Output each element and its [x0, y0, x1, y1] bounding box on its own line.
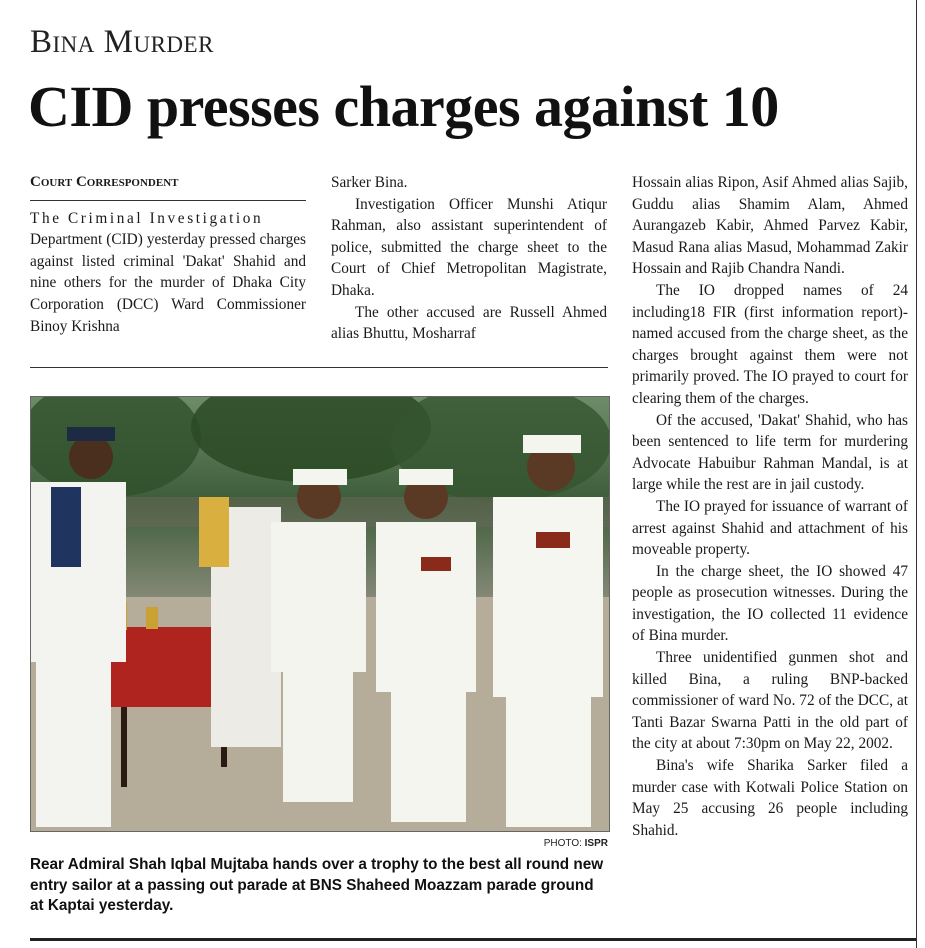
page-edge-rule	[916, 0, 917, 948]
kicker: Bina Murder	[30, 24, 214, 60]
paragraph: The IO prayed for issuance of warrant of arrest against Shahid and attachment of his moveable property.	[632, 497, 908, 559]
column-1	[30, 172, 306, 337]
photo-credit-source: ISPR	[584, 838, 608, 849]
news-photo	[30, 396, 610, 832]
paragraph: Of the accused, 'Dakat' Shahid, who has been sentenced to life term for murdering Advocate Habuibur Rahman Mandal, is at large while the rest are in jail custody.	[632, 411, 908, 494]
column-3	[632, 172, 908, 841]
paragraph: The IO dropped names of 24 including18 FIR (first information report)-named accused from the charge sheet, as the charges brought against them were not primarily proved. The IO prayed to court for clearing them of the charges.	[632, 281, 908, 407]
paragraph: Bina's wife Sharika Sarker filed a murder case with Kotwali Police Station on May 25 accusing 26 people including Shahid.	[632, 757, 908, 839]
paragraph: Department (CID) yesterday pressed charges against listed criminal 'Dakat' Shahid and nine others for the murder of Dhaka City Corporation (DCC) Ward Commissioner Binoy Krishna	[30, 231, 306, 335]
photo-credit-label: PHOTO:	[543, 838, 582, 849]
lead-line: The Criminal Investigation	[30, 209, 264, 227]
headline: CID presses charges against 10	[28, 74, 779, 139]
paragraph: Investigation Officer Munshi Atiqur Rahman, also assistant superintendent of police, submitted the charge sheet to the Court of Chief Metropolitan Magistrate, Dhaka.	[331, 195, 607, 299]
paragraph: The other accused are Russell Ahmed alias Bhuttu, Mosharraf	[331, 303, 607, 343]
section-divider	[30, 367, 608, 368]
photo-illustration	[31, 397, 609, 831]
byline: Court Correspondent	[30, 172, 306, 201]
photo-caption: Rear Admiral Shah Iqbal Mujtaba hands over a trophy to the best all round new entry sailor at a passing out parade at BNS Shaheed Moazzam parade ground at Kaptai yesterday.	[30, 856, 604, 914]
paragraph: In the charge sheet, the IO showed 47 people as prosecution witnesses. During the investigation, the IO collected 11 evidence of Bina murder.	[632, 562, 908, 645]
paragraph: Hossain alias Ripon, Asif Ahmed alias Sajib, Guddu alias Shamim Alam, Ahmed Aurangazeb Kabir, Ahmed Parvez Kabir, Masud Rana alias Masud, Mohammad Zakir Hossain and Rajib Chandra Nandi.	[632, 174, 908, 278]
paragraph: Sarker Bina.	[331, 174, 408, 191]
bottom-rule	[30, 938, 916, 941]
column-2	[331, 172, 607, 345]
photo-credit	[536, 838, 608, 849]
paragraph: Three unidentified gunmen shot and killed Bina, a ruling BNP-backed commissioner of ward No. 72 of the DCC, at Tanti Bazar Swarna Patti in the old part of the city at about 7:30pm on May 22, 2002.	[632, 649, 908, 753]
